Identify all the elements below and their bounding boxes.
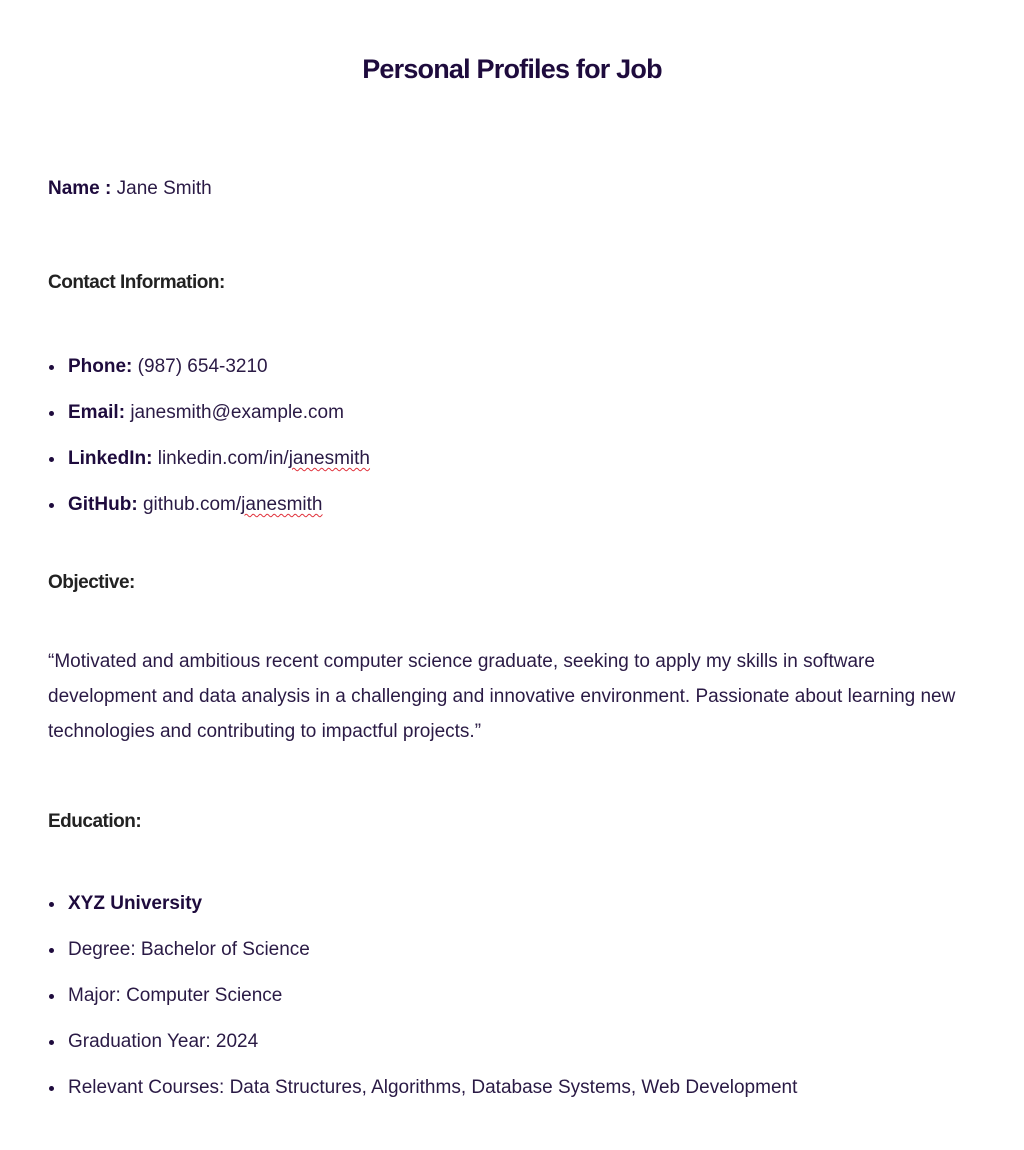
education-item-degree: Degree: Bachelor of Science [48, 937, 797, 983]
contact-item-linkedin [48, 446, 370, 492]
objective-heading: Objective: [48, 572, 135, 593]
email-label: Email: [68, 402, 126, 423]
education-item-university [48, 891, 797, 937]
linkedin-label: LinkedIn: [68, 448, 153, 469]
name-value: Jane Smith [116, 178, 212, 199]
contact-item-github [48, 492, 370, 538]
github-value-flagged: janesmith [241, 494, 323, 515]
contact-item-phone [48, 354, 370, 400]
page-title: Personal Profiles for Job [362, 54, 662, 84]
education-item-graduation-year: Graduation Year: 2024 [48, 1029, 797, 1075]
university-name: XYZ University [68, 893, 203, 914]
education-list [48, 891, 797, 1121]
github-label: GitHub: [68, 494, 138, 515]
github-value-prefix: github.com/ [142, 494, 242, 515]
email-value: janesmith@example.com [130, 402, 344, 423]
education-item-courses: Relevant Courses: Data Structures, Algorithms, Database Systems, Web Development [48, 1075, 797, 1121]
education-heading: Education: [48, 811, 142, 832]
name-line [48, 178, 212, 200]
linkedin-value-flagged: janesmith [288, 448, 371, 469]
contact-heading: Contact Information: [48, 272, 225, 293]
contact-list [48, 354, 370, 538]
linkedin-value-prefix: linkedin.com/in/ [157, 448, 289, 469]
linkedin-value [158, 448, 370, 469]
objective-text: “Motivated and ambitious recent computer science graduate, seeking to apply my skills in software development and data analysis in a challenging and innovative environment. Passionate about learning new technologies and contributing to impactful projects.” [48, 651, 956, 742]
name-label: Name : [48, 178, 112, 199]
phone-value: (987) 654-3210 [137, 356, 268, 377]
phone-label: Phone: [68, 356, 133, 377]
contact-item-email [48, 400, 370, 446]
github-value [143, 494, 323, 515]
education-item-major: Major: Computer Science [48, 983, 797, 1029]
